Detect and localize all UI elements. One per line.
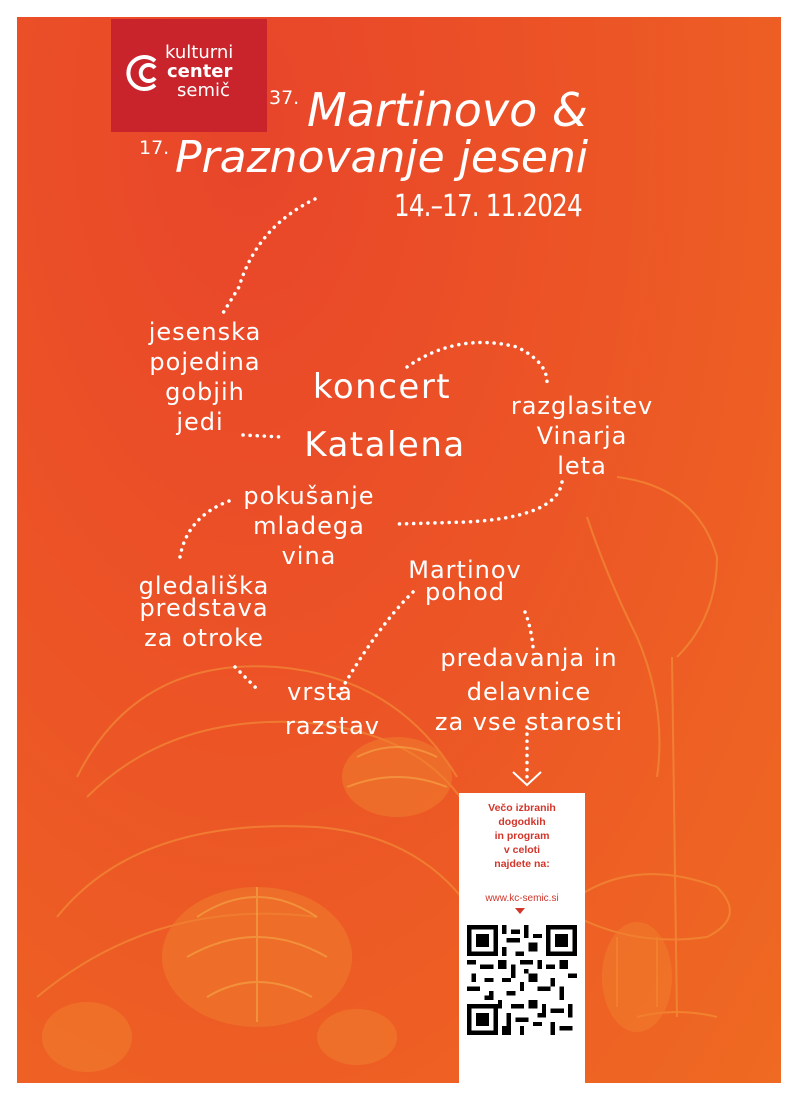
event-line: vrsta <box>287 678 353 706</box>
down-arrow-icon <box>515 908 525 914</box>
event-predavanja-delavnice <box>419 641 639 735</box>
event-line: jedi <box>176 408 224 436</box>
event-katalena <box>285 425 485 465</box>
event-pojedina <box>135 317 275 437</box>
event-line: predavanja in <box>440 644 618 672</box>
event-gledaliska-predstava <box>129 572 279 652</box>
event-line: pojedina <box>149 348 261 376</box>
info-line: najdete na: <box>494 858 550 870</box>
info-line: Večo izbranih <box>488 802 556 814</box>
event-line: razstav <box>285 712 380 740</box>
event-koncert <box>282 367 482 407</box>
poster <box>17 17 781 1083</box>
event-line: mladega <box>253 512 365 540</box>
event-line: delavnice <box>466 678 592 706</box>
info-panel <box>459 793 585 1083</box>
event-line: predstava <box>139 594 269 622</box>
qr-code-icon[interactable] <box>467 925 577 1035</box>
event-line: gledališka <box>138 572 270 600</box>
event-line: pohod <box>424 578 506 606</box>
event-martinov-pohod <box>395 556 535 606</box>
event-line: Martinov <box>408 556 522 584</box>
title-praznovanje: Praznovanje jeseni <box>175 132 589 183</box>
event-line: Katalena <box>304 425 466 465</box>
info-line: in program <box>494 830 550 842</box>
event-line: za vse starosti <box>434 708 624 736</box>
logo-line-1: kulturni <box>165 42 234 63</box>
event-line: Vinarja <box>536 422 628 450</box>
info-line: dogodkih <box>498 816 546 828</box>
event-dates: 14.–17. 11.2024 <box>394 189 582 224</box>
edition-number-1: 37. <box>269 87 300 109</box>
website-link[interactable]: www.kc-semic.si <box>485 893 559 904</box>
edition-number-2: 17. <box>139 137 170 159</box>
event-line: vina <box>281 542 337 570</box>
event-line: leta <box>557 452 607 480</box>
event-vrsta-razstav <box>265 675 380 743</box>
info-text <box>459 801 585 871</box>
info-line: v celoti <box>503 844 541 856</box>
event-line: koncert <box>312 367 452 407</box>
event-line: gobjih <box>165 378 245 406</box>
logo-line-3: semič <box>177 80 230 101</box>
logo-line-2: center <box>167 61 233 82</box>
dotted-connectors <box>17 17 781 1083</box>
event-line: razglasitev <box>510 392 654 420</box>
event-pokusanje-vina <box>229 481 389 571</box>
title-martinovo: Martinovo & <box>307 83 588 137</box>
event-line: pokušanje <box>243 482 375 510</box>
event-vinar-leta <box>497 391 667 481</box>
event-line: za otroke <box>144 624 264 652</box>
event-line: jesenska <box>148 318 262 346</box>
